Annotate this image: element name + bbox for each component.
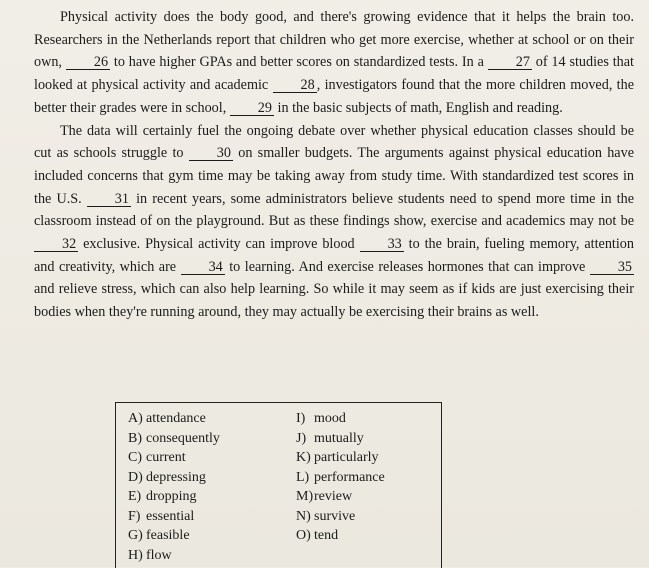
option-letter: B)	[128, 430, 142, 446]
answer-blank: 35	[590, 260, 634, 275]
answer-blank: 31	[87, 192, 131, 207]
word-option	[128, 508, 194, 526]
word-option	[128, 430, 220, 448]
word-option	[128, 410, 206, 428]
option-word: mutually	[314, 430, 364, 446]
answer-blank: 32	[34, 237, 78, 252]
option-letter: K)	[296, 450, 311, 465]
answer-blank: 26	[66, 55, 110, 70]
option-word: particularly	[314, 450, 379, 465]
word-option	[296, 527, 338, 545]
answer-blank: 33	[360, 237, 404, 252]
word-option	[128, 449, 186, 467]
option-letter: L)	[296, 469, 310, 485]
option-word: essential	[146, 508, 195, 524]
option-letter: N)	[296, 508, 311, 524]
option-letter: I)	[296, 411, 306, 426]
answer-blank: 34	[181, 260, 225, 275]
option-word: tend	[314, 528, 339, 543]
passage-text: Physical activity does the body good, and there's growing evidence that it helps the brain too. Researchers in the Netherlands report that children who get more exercise, whether at school or on their own,	[34, 9, 634, 71]
passage-text: in recent years, some administrators believe students need to spend more time in the classroom instead of on the playground. But as these findings show, exercise and academics may not be	[34, 190, 635, 230]
option-letter: G)	[128, 528, 143, 543]
word-option	[128, 527, 190, 545]
option-word: attendance	[146, 411, 206, 426]
option-letter: M)	[296, 489, 314, 504]
word-option	[296, 488, 352, 506]
word-bank-box	[115, 402, 442, 568]
option-word: current	[146, 450, 186, 465]
word-option	[296, 410, 346, 428]
word-option	[296, 449, 379, 467]
passage-text: to learning. And exercise releases hormones that can improve	[224, 258, 590, 275]
option-word: flow	[146, 547, 172, 563]
passage-text: of 14 studies that looked at physical activity and academic	[34, 54, 634, 94]
word-option	[296, 469, 385, 487]
option-word: mood	[314, 411, 346, 426]
answer-blank: 29	[230, 101, 274, 116]
answer-blank: 28	[273, 78, 317, 93]
option-letter: C)	[128, 450, 142, 465]
option-letter: H)	[128, 547, 143, 563]
passage-text: exclusive. Physical activity can improve blood	[78, 236, 360, 253]
passage-text: on smaller budgets. The arguments against physical education have included concerns that gym time may be taking away from study time. With standardized test scores in the U.S.	[34, 145, 634, 207]
word-option	[296, 508, 355, 526]
option-word: performance	[314, 469, 385, 485]
option-letter: E)	[128, 489, 142, 504]
paragraph-2	[34, 120, 634, 324]
word-option	[128, 488, 197, 506]
passage-text: in the basic subjects of math, English and reading.	[273, 99, 563, 116]
passage-text: to have higher GPAs and better scores on standardized tests. In a	[110, 54, 488, 71]
option-word: depressing	[146, 469, 206, 485]
answer-blank: 27	[488, 55, 532, 70]
option-letter: J)	[296, 430, 307, 446]
word-option	[128, 469, 206, 487]
option-word: dropping	[146, 489, 197, 504]
option-word: review	[314, 489, 353, 504]
passage-text: to the brain, fueling memory, attention and creativity, which are	[34, 236, 634, 275]
option-letter: F)	[128, 508, 141, 524]
word-option	[296, 430, 364, 448]
option-word: consequently	[146, 430, 220, 446]
answer-blank: 30	[189, 146, 233, 161]
option-letter: D)	[128, 469, 143, 485]
passage-text: The data will certainly fuel the ongoing debate over whether physical education classes should be cut as schools struggle to	[34, 122, 634, 162]
passage	[34, 6, 634, 324]
option-word: feasible	[146, 528, 190, 543]
passage-text: and relieve stress, which can also help learning. So while it may seem as if kids are just exercising their bodies when they're running around, they may actually be exercising their brains as well.	[34, 281, 634, 321]
option-letter: O)	[296, 528, 311, 543]
option-letter: A)	[128, 411, 143, 426]
passage-text: , investigators found that the more children moved, the better their grades were in school,	[34, 77, 634, 116]
option-word: survive	[314, 508, 356, 524]
paragraph-1	[34, 6, 634, 120]
word-option	[128, 547, 172, 565]
